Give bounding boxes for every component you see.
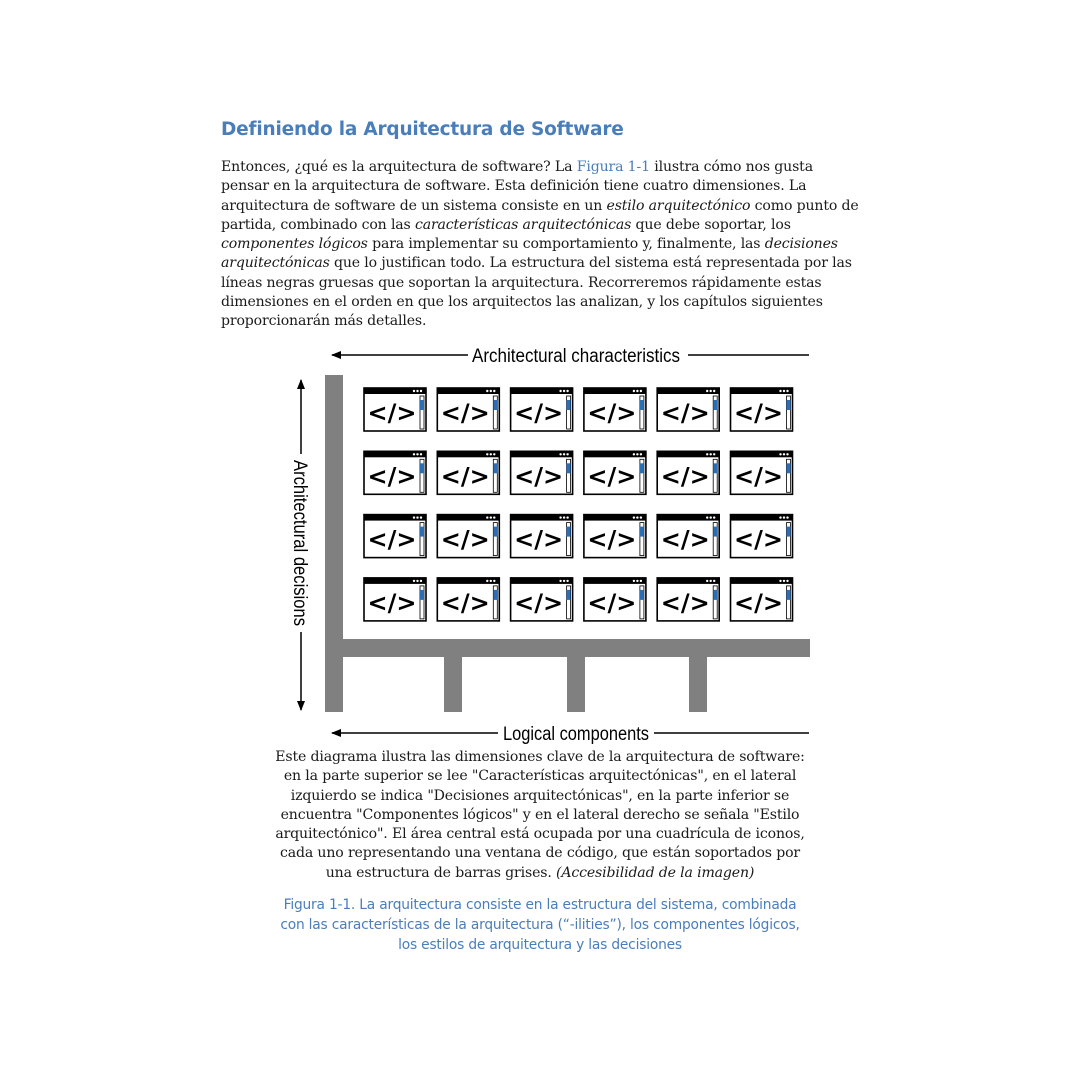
code-window-icon xyxy=(364,388,426,431)
code-window-grid xyxy=(364,388,793,621)
svg-text:</>: </> xyxy=(734,462,783,491)
code-window-icon xyxy=(437,578,499,621)
svg-text:</>: </> xyxy=(440,462,490,491)
svg-text:</>: </> xyxy=(367,525,417,554)
code-window-icon xyxy=(364,451,426,494)
image-description xyxy=(270,748,810,883)
code-window-icon xyxy=(511,515,573,558)
svg-text:</>: </> xyxy=(587,462,637,491)
code-window-icon xyxy=(511,451,573,494)
code-window-icon xyxy=(731,578,793,621)
code-window-icon xyxy=(657,451,719,494)
svg-text:</>: </> xyxy=(660,399,710,427)
para-text-6: que lo justifican todo. La estructura del sistema está representada por las líneas negras gruesas que soportan la arquitectura. Recorreremos rápidamente estas dimensiones en el orden en que los arquitectos las analizan, y los capítulos siguientes proporcionarán más detalles. xyxy=(221,255,852,330)
architecture-figure xyxy=(280,340,820,750)
para-text-3: como punto de partida, combinado con las xyxy=(221,197,859,233)
figure-caption: Figura 1-1. La arquitectura consiste en la estructura del sistema, combinada con las características de la arquitectura (“-ilities”), los componentes lógicos, los estilos de arquitectura y las decisiones xyxy=(280,897,800,953)
intro-paragraph xyxy=(221,158,861,332)
structure-leg-1 xyxy=(444,639,462,712)
code-window-icon xyxy=(511,388,573,431)
code-window-icon xyxy=(731,515,793,558)
svg-text:</>: </> xyxy=(367,462,417,491)
svg-text:</>: </> xyxy=(440,399,490,427)
svg-text:</>: </> xyxy=(367,399,417,427)
svg-text:</>: </> xyxy=(660,588,710,617)
svg-text:</>: </> xyxy=(514,525,564,554)
architecture-diagram xyxy=(280,340,820,750)
code-window-icon xyxy=(437,515,499,558)
svg-text:</>: </> xyxy=(660,462,710,491)
svg-text:</>: </> xyxy=(514,588,564,617)
para-em-components: componentes lógicos xyxy=(221,236,368,253)
para-text-5: para implementar su comportamiento y, finalmente, las xyxy=(367,236,765,253)
code-window-icon xyxy=(584,515,646,558)
code-window-icon xyxy=(584,388,646,431)
code-window-icon xyxy=(364,578,426,621)
para-text-4: que debe soportar, los xyxy=(631,216,791,233)
code-window-icon xyxy=(657,388,719,431)
svg-text:</>: </> xyxy=(587,588,637,617)
code-window-icon xyxy=(437,388,499,431)
section-heading: Definiendo la Arquitectura de Software xyxy=(221,119,624,140)
accessibility-link[interactable]: (Accesibilidad de la imagen) xyxy=(556,864,755,881)
para-em-decisions: decisiones arquitectónicas xyxy=(221,236,838,272)
svg-text:</>: </> xyxy=(440,525,490,554)
para-text-1: Entonces, ¿qué es la arquitectura de software? La xyxy=(221,159,577,175)
svg-text:</>: </> xyxy=(660,525,710,554)
code-window-icon xyxy=(657,578,719,621)
code-window-icon xyxy=(731,388,793,431)
para-text-2: ilustra cómo nos gusta pensar en la arquitectura de software. Esta definición tiene cuatro dimensiones. La arquitectura de software de un sistema consiste en un xyxy=(221,159,813,214)
svg-text:</>: </> xyxy=(587,525,637,554)
svg-text:</>: </> xyxy=(587,399,637,427)
code-window-icon xyxy=(584,578,646,621)
left-label: Architectural decisions xyxy=(289,460,310,651)
svg-text:</>: </> xyxy=(514,462,564,491)
structure-left-bar xyxy=(325,375,343,712)
svg-text:</>: </> xyxy=(734,525,783,554)
figure-link[interactable]: Figura 1-1 xyxy=(576,159,650,175)
bottom-label: Logical components xyxy=(503,724,649,745)
svg-text:</>: </> xyxy=(734,588,783,617)
structure-leg-3 xyxy=(689,639,707,712)
code-window-icon xyxy=(731,451,793,494)
code-window-icon xyxy=(584,451,646,494)
top-label: Architectural characteristics xyxy=(472,346,680,367)
svg-text:</>: </> xyxy=(514,399,564,427)
svg-text:</>: </> xyxy=(440,588,490,617)
code-window-icon xyxy=(657,515,719,558)
code-window-icon xyxy=(437,451,499,494)
para-em-style: estilo arquitectónico xyxy=(606,197,751,214)
code-window-icon xyxy=(511,578,573,621)
code-window-icon xyxy=(364,515,426,558)
svg-text:</>: </> xyxy=(734,399,783,427)
svg-text:</>: </> xyxy=(367,588,417,617)
para-em-characteristics: características arquitectónicas xyxy=(414,216,632,233)
structure-leg-2 xyxy=(567,639,585,712)
description-text: Este diagrama ilustra las dimensiones clave de la arquitectura de software: en la parte superior se lee "Características arquitectónicas", en el lateral izquierdo se indica "Decisiones arquitectónicas", en la parte inferior se encuentra "Componentes lógicos" y en el lateral derecho se señala "Estilo arquitectónico". El área central está ocupada por una cuadrícula de iconos, cada uno representando una ventana de código, que están soportados por una estructura de barras grises. xyxy=(275,749,805,881)
